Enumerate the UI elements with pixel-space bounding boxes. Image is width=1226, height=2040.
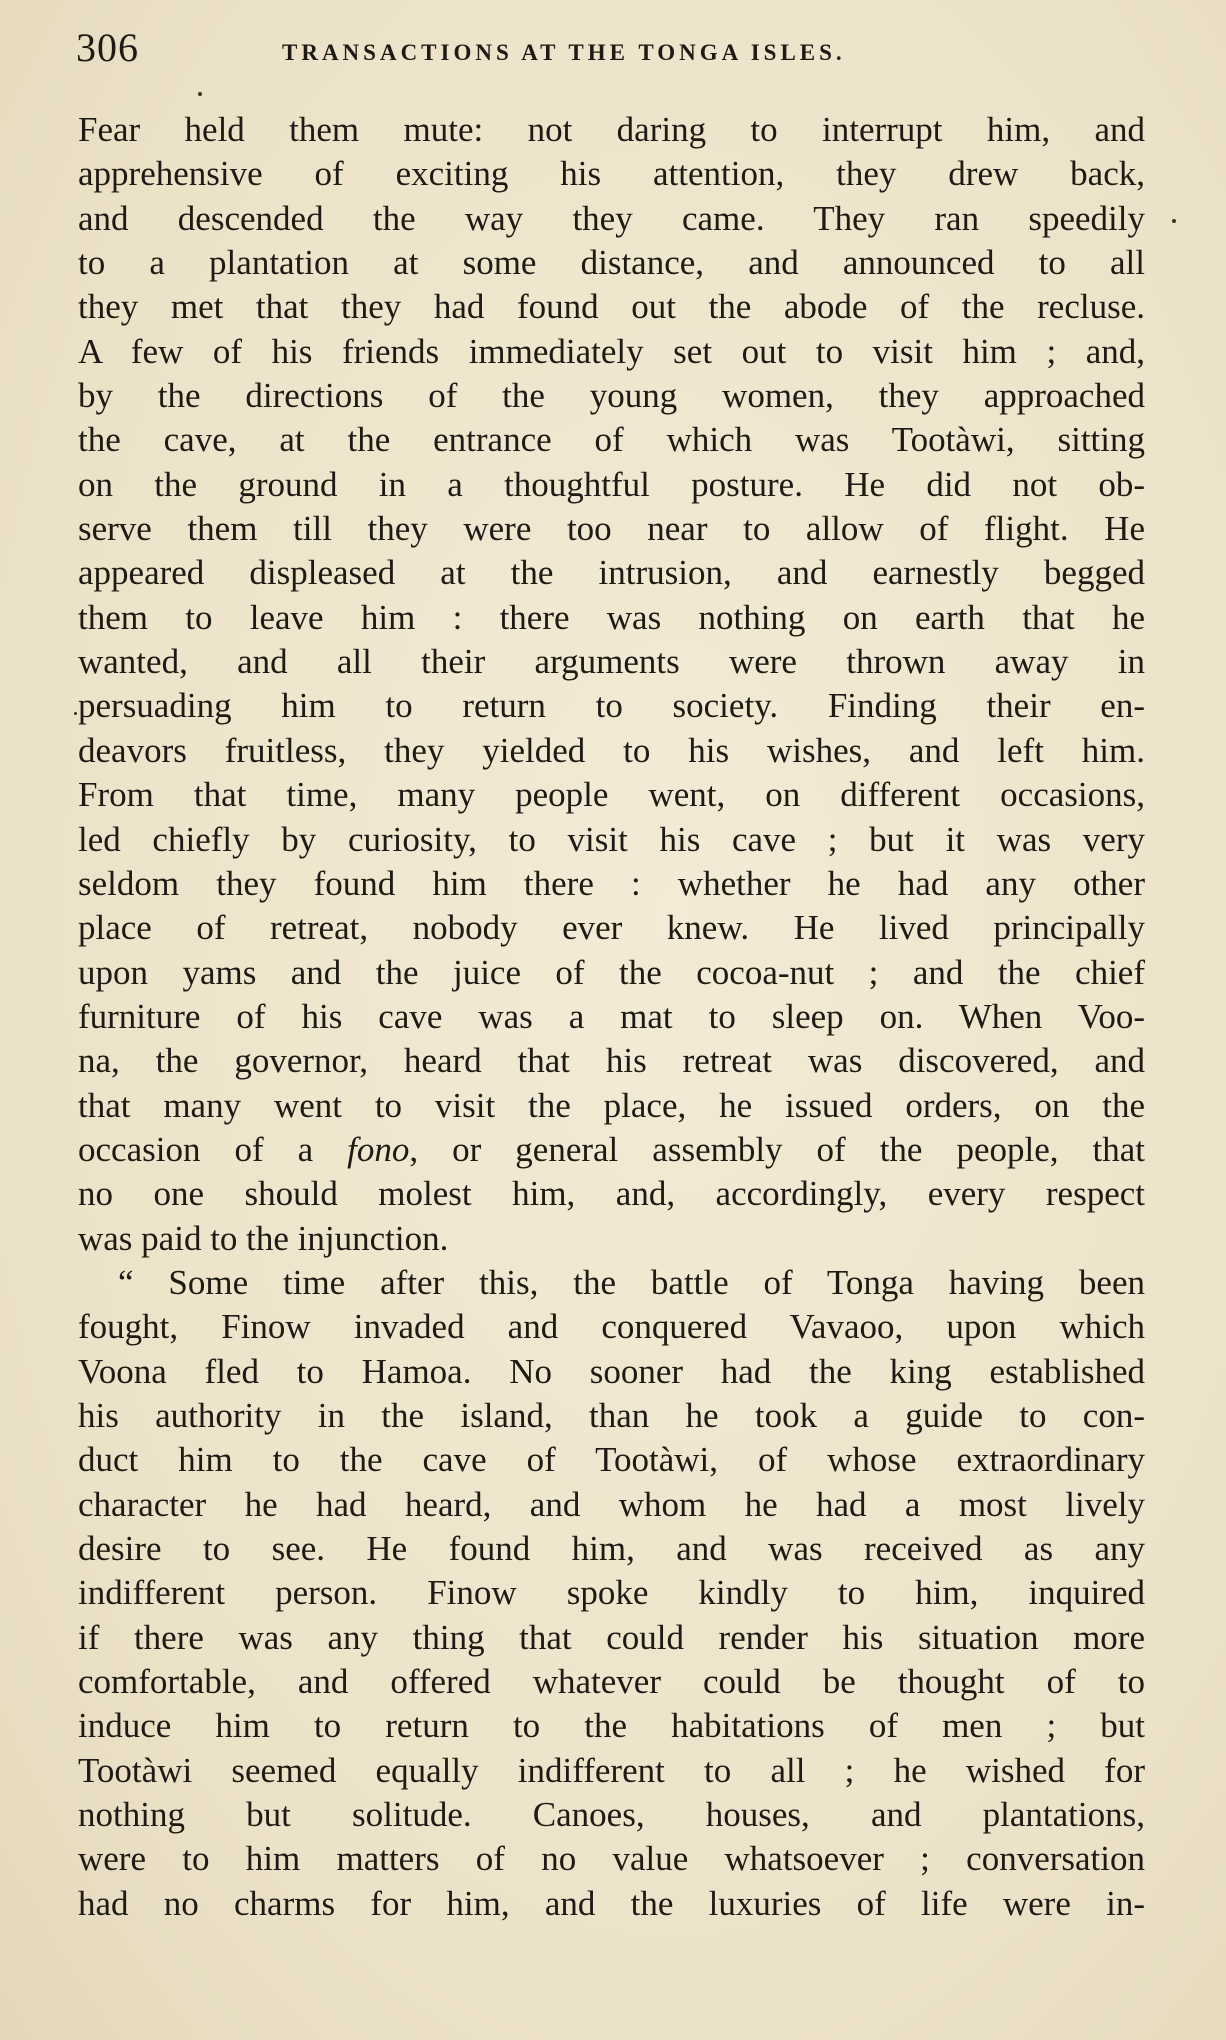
body-text (78, 108, 1145, 1926)
text-line: led chiefly by curiosity, to visit his cave ; but it was very (78, 819, 1145, 859)
text-line: From that time, many people went, on different occasions, (78, 775, 1145, 815)
text-line: serve them till they were too near to allow of flight. He (78, 509, 1145, 549)
text-line: persuading him to return to society. Finding their en- (78, 686, 1145, 726)
text-line: Tootàwi seemed equally indifferent to all ; he wished for (78, 1750, 1145, 1790)
text-line: desire to see. He found him, and was received as any (78, 1529, 1145, 1568)
text-line: no one should molest him, and, accordingly, every respect (78, 1174, 1145, 1214)
page-number: 306 (76, 25, 139, 70)
text-line: on the ground in a thoughtful posture. He did not ob- (78, 464, 1145, 504)
text-line (78, 1128, 1145, 1172)
text-line: was paid to the injunction. (78, 1218, 449, 1258)
print-speck (1172, 219, 1176, 223)
text-segment: , or general assembly of the people, that (409, 1129, 1145, 1169)
print-speck (198, 92, 202, 96)
text-line: that many went to visit the place, he issued orders, on the (78, 1085, 1145, 1125)
text-line: na, the governor, heard that his retreat was discovered, and (78, 1041, 1145, 1081)
text-line: by the directions of the young women, they approached (78, 376, 1145, 416)
text-line: place of retreat, nobody ever knew. He lived principally (78, 908, 1145, 948)
text-line: nothing but solitude. Canoes, houses, and plantations, (78, 1795, 1145, 1835)
text-line: A few of his friends immediately set out to visit him ; and, (78, 331, 1145, 371)
text-line: deavors fruitless, they yielded to his wishes, and left him. (78, 730, 1145, 770)
running-title: TRANSACTIONS AT THE TONGA ISLES. (282, 40, 846, 65)
text-line: duct him to the cave of Tootàwi, of whose extraordinary (78, 1440, 1145, 1480)
text-segment: occasion of a (78, 1129, 348, 1169)
text-line: were to him matters of no value whatsoever ; conversation (78, 1839, 1145, 1879)
text-line: “ Some time after this, the battle of Tonga having been (118, 1262, 1145, 1302)
text-line: them to leave him : there was nothing on earth that he (78, 597, 1145, 637)
italic-term: fono (347, 1129, 410, 1169)
text-line: appeared displeased at the intrusion, and earnestly begged (78, 553, 1145, 593)
text-line: seldom they found him there : whether he had any other (78, 863, 1145, 903)
text-line: his authority in the island, than he took a guide to con- (78, 1395, 1145, 1435)
text-line: if there was any thing that could render his situation more (78, 1617, 1145, 1657)
text-line: indifferent person. Finow spoke kindly to him, inquired (78, 1573, 1145, 1613)
text-line: to a plantation at some distance, and announced to all (78, 243, 1145, 283)
text-line: they met that they had found out the abode of the recluse. (78, 287, 1145, 327)
print-speck (74, 712, 77, 715)
text-line: and descended the way they came. They ran speedily (78, 198, 1145, 238)
text-line: had no charms for him, and the luxuries of life were in- (78, 1883, 1145, 1923)
text-line: apprehensive of exciting his attention, they drew back, (78, 154, 1145, 194)
text-line: furniture of his cave was a mat to sleep on. When Voo- (78, 996, 1145, 1036)
text-line: wanted, and all their arguments were thrown away in (78, 642, 1145, 682)
text-line: induce him to return to the habitations of men ; but (78, 1706, 1145, 1746)
running-head (76, 24, 1146, 80)
text-line: Voona fled to Hamoa. No sooner had the king established (78, 1351, 1145, 1391)
text-line: comfortable, and offered whatever could be thought of to (78, 1662, 1145, 1702)
text-line: upon yams and the juice of the cocoa-nut ; and the chief (78, 952, 1145, 992)
text-line: character he had heard, and whom he had a most lively (78, 1484, 1145, 1524)
text-line: Fear held them mute: not daring to interrupt him, and (78, 110, 1145, 149)
text-line: the cave, at the entrance of which was Tootàwi, sitting (78, 420, 1145, 460)
text-line: fought, Finow invaded and conquered Vavaoo, upon which (78, 1307, 1145, 1347)
